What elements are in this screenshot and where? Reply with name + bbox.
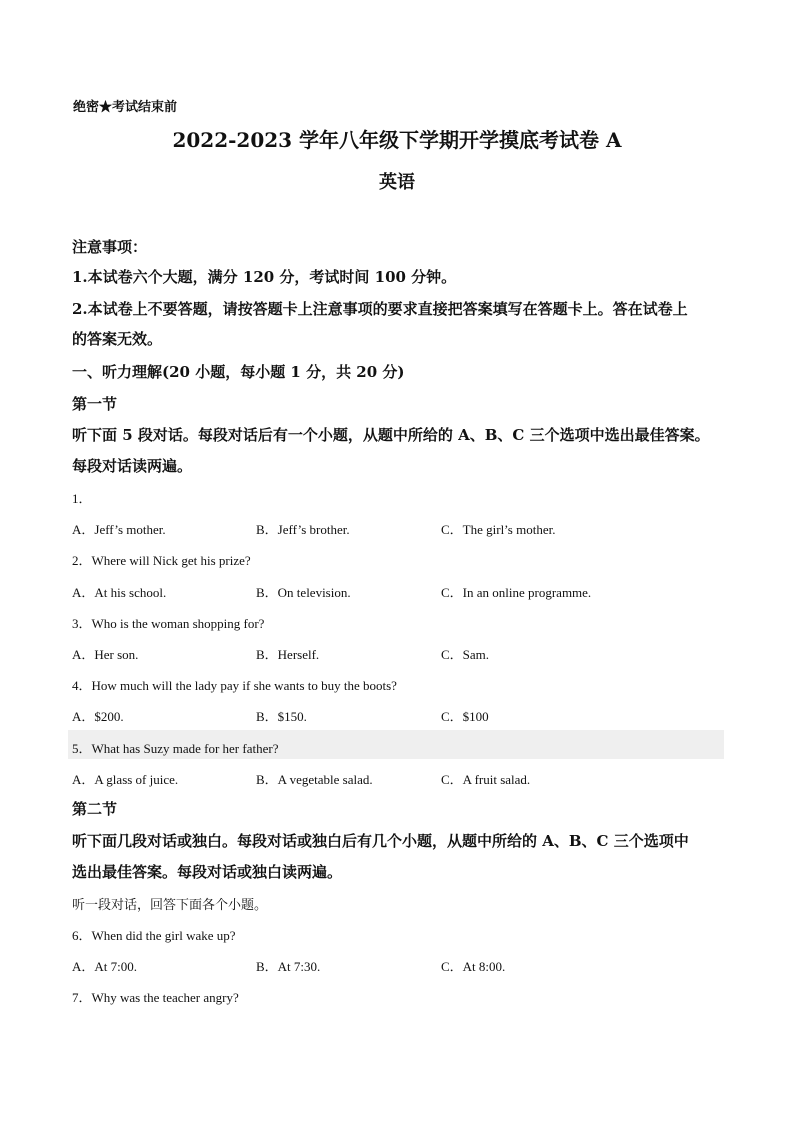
part-2-sub-instruction: 听一段对话，回答下面各个小题。 [72, 898, 268, 913]
notes-heading: 注意事项： [72, 238, 148, 256]
question-7-stem: 7．Why was the teacher angry? [72, 990, 239, 1005]
question-4-stem: 4．How much will the lady pay if she wants to buy the boots? [72, 678, 397, 693]
part-2-label: 第二节 [72, 800, 118, 818]
part-1-instruction-line-2: 每段对话读两遍。 [72, 457, 193, 475]
question-4-option-b: B．$150. [256, 709, 307, 724]
confidential-label: 绝密★考试结束前 [73, 100, 178, 115]
question-2-option-b: B．On television. [256, 585, 351, 600]
question-4-option-a: A．$200. [72, 709, 124, 724]
question-3-option-b: B．Herself. [256, 647, 320, 662]
question-1-stem: 1． [72, 491, 92, 506]
question-5-option-c: C．A fruit salad. [441, 772, 531, 787]
part-1-instruction-line-1: 听下面 5 段对话。每段对话后有一个小题，从题中所给的 A、B、C 三个选项中选出最佳答案。 [72, 426, 710, 444]
subject-title: 英语 [379, 172, 415, 193]
question-4-option-c: C．$100 [441, 709, 489, 724]
notes-item-2-line-1: 2.本试卷上不要答题，请按答题卡上注意事项的要求直接把答案填写在答题卡上。答在试卷上 [72, 300, 688, 318]
question-2-stem: 2．Where will Nick get his prize? [72, 553, 251, 568]
exam-title: 2022-2023 学年八年级下学期开学摸底考试卷 A [172, 128, 622, 152]
question-5-stem: 5．What has Suzy made for her father? [72, 741, 279, 756]
question-3-option-c: C．Sam. [441, 647, 490, 662]
notes-item-1: 1.本试卷六个大题，满分 120 分，考试时间 100 分钟。 [72, 268, 457, 286]
part-2-instruction-line-2: 选出最佳答案。每段对话或独白读两遍。 [72, 863, 343, 881]
question-1-option-a: A．Jeff’s mother. [72, 522, 166, 537]
part-1-label: 第一节 [72, 395, 118, 413]
question-5-option-b: B．A vegetable salad. [256, 772, 373, 787]
question-6-stem: 6．When did the girl wake up? [72, 928, 236, 943]
question-2-option-a: A．At his school. [72, 585, 167, 600]
question-3-option-a: A．Her son. [72, 647, 139, 662]
question-2-option-c: C．In an online programme. [441, 585, 592, 600]
question-3-stem: 3．Who is the woman shopping for? [72, 616, 265, 631]
question-6-option-b: B．At 7:30. [256, 959, 321, 974]
question-6-option-a: A．At 7:00. [72, 959, 138, 974]
question-6-option-c: C．At 8:00. [441, 959, 506, 974]
part-2-instruction-line-1: 听下面几段对话或独白。每段对话或独白后有几个小题，从题中所给的 A、B、C 三个选项中 [72, 832, 689, 850]
section-1-title: 一、听力理解(20 小题，每小题 1 分，共 20 分) [72, 363, 405, 381]
question-5-option-a: A．A glass of juice. [72, 772, 179, 787]
question-1-option-b: B．Jeff’s brother. [256, 522, 350, 537]
notes-item-2-line-2: 的答案无效。 [72, 330, 163, 348]
question-1-option-c: C．The girl’s mother. [441, 522, 556, 537]
